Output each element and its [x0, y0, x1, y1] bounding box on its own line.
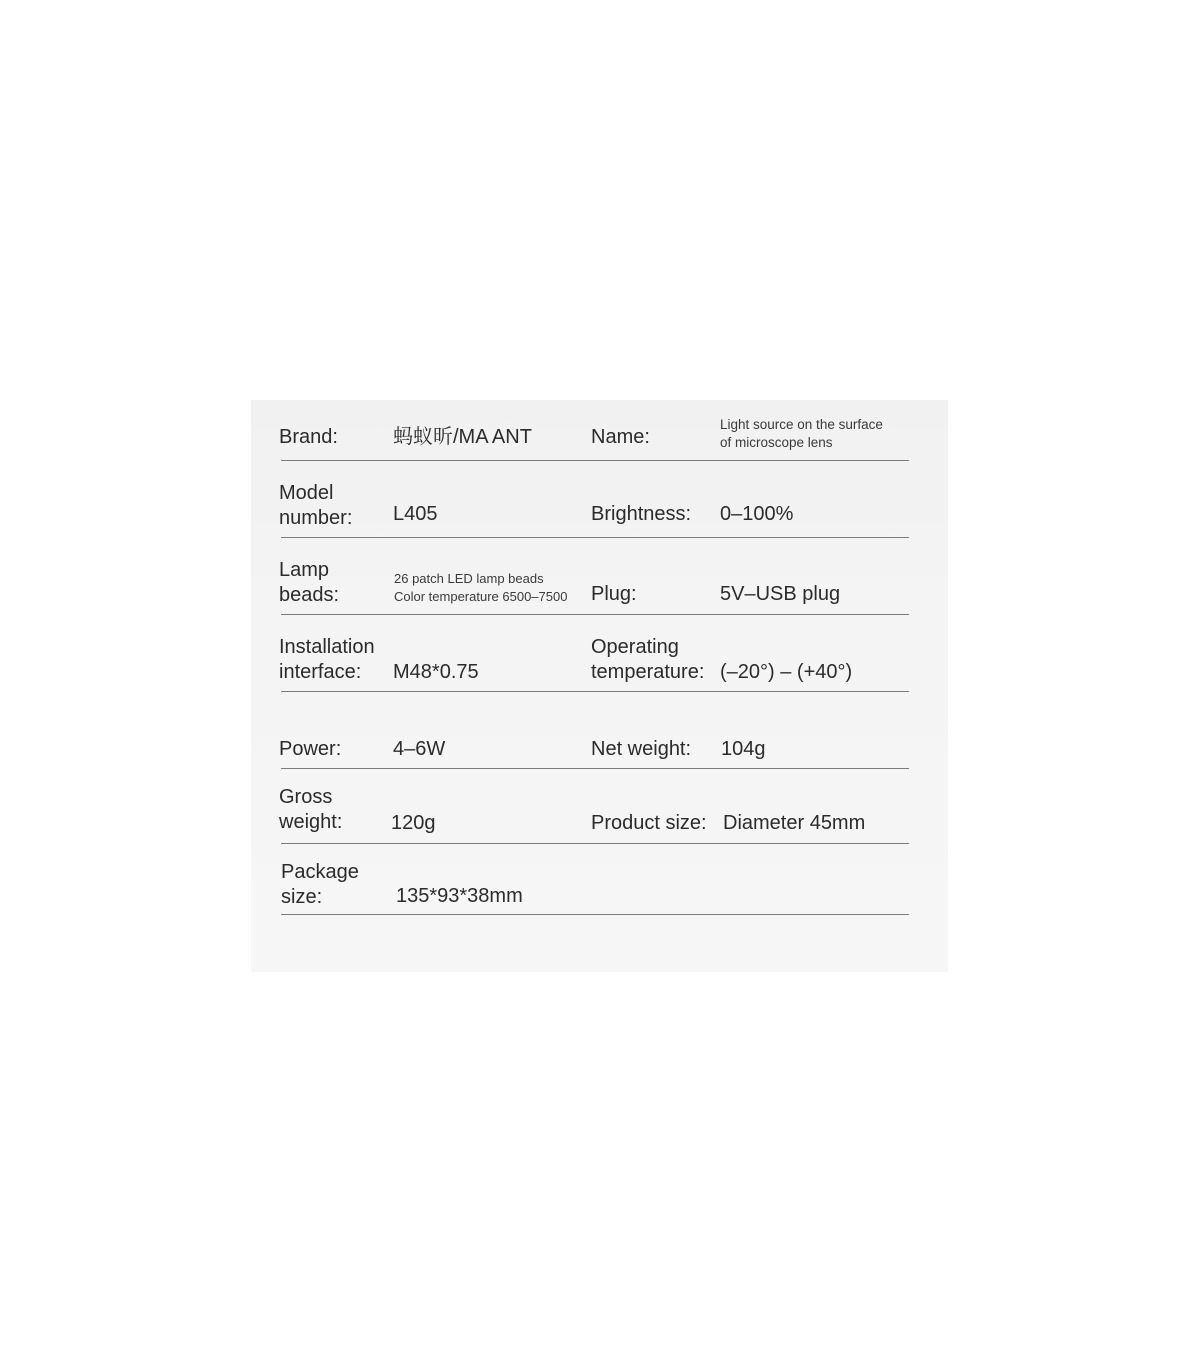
model-number-value: L405	[393, 503, 438, 525]
plug-value: 5V–USB plug	[720, 583, 841, 605]
model-number-label: Model number:	[279, 482, 353, 529]
spec-row-installation	[281, 614, 909, 692]
spec-row-brand	[281, 400, 909, 461]
product-size-label: Product size:	[591, 812, 707, 834]
spec-row-lamp-beads	[281, 537, 909, 615]
spec-row-power	[281, 691, 909, 769]
brand-value: 蚂蚁昕/MA ANT	[393, 426, 532, 448]
spec-row-gross-weight	[281, 768, 909, 844]
spec-sheet	[251, 400, 948, 972]
package-size-value: 135*93*38mm	[396, 885, 523, 907]
brightness-label: Brightness:	[591, 503, 692, 525]
product-size-value: Diameter 45mm	[723, 812, 866, 834]
operating-temperature-value: (–20°) – (+40°)	[720, 661, 853, 683]
power-label: Power:	[279, 738, 342, 760]
lamp-beads-label: Lamp beads:	[279, 559, 340, 606]
net-weight-value: 104g	[721, 738, 766, 760]
net-weight-label: Net weight:	[591, 738, 692, 760]
gross-weight-label: Gross weight:	[279, 786, 343, 833]
package-size-label: Package size:	[281, 861, 359, 908]
power-value: 4–6W	[393, 738, 446, 760]
plug-label: Plug:	[591, 583, 637, 605]
installation-interface-value: M48*0.75	[393, 661, 479, 683]
brightness-value: 0–100%	[720, 503, 794, 525]
operating-temperature-label: Operating temperature:	[591, 636, 705, 683]
name-label: Name:	[591, 426, 650, 448]
gross-weight-value: 120g	[391, 812, 436, 834]
installation-interface-label: Installation interface:	[279, 636, 375, 683]
spec-row-package-size	[281, 843, 909, 915]
spec-row-model	[281, 460, 909, 538]
brand-label: Brand:	[279, 426, 338, 448]
lamp-beads-value: 26 patch LED lamp beads Color temperature 6500–7500	[394, 571, 568, 604]
name-value: Light source on the surface of microscope lens	[720, 417, 883, 450]
